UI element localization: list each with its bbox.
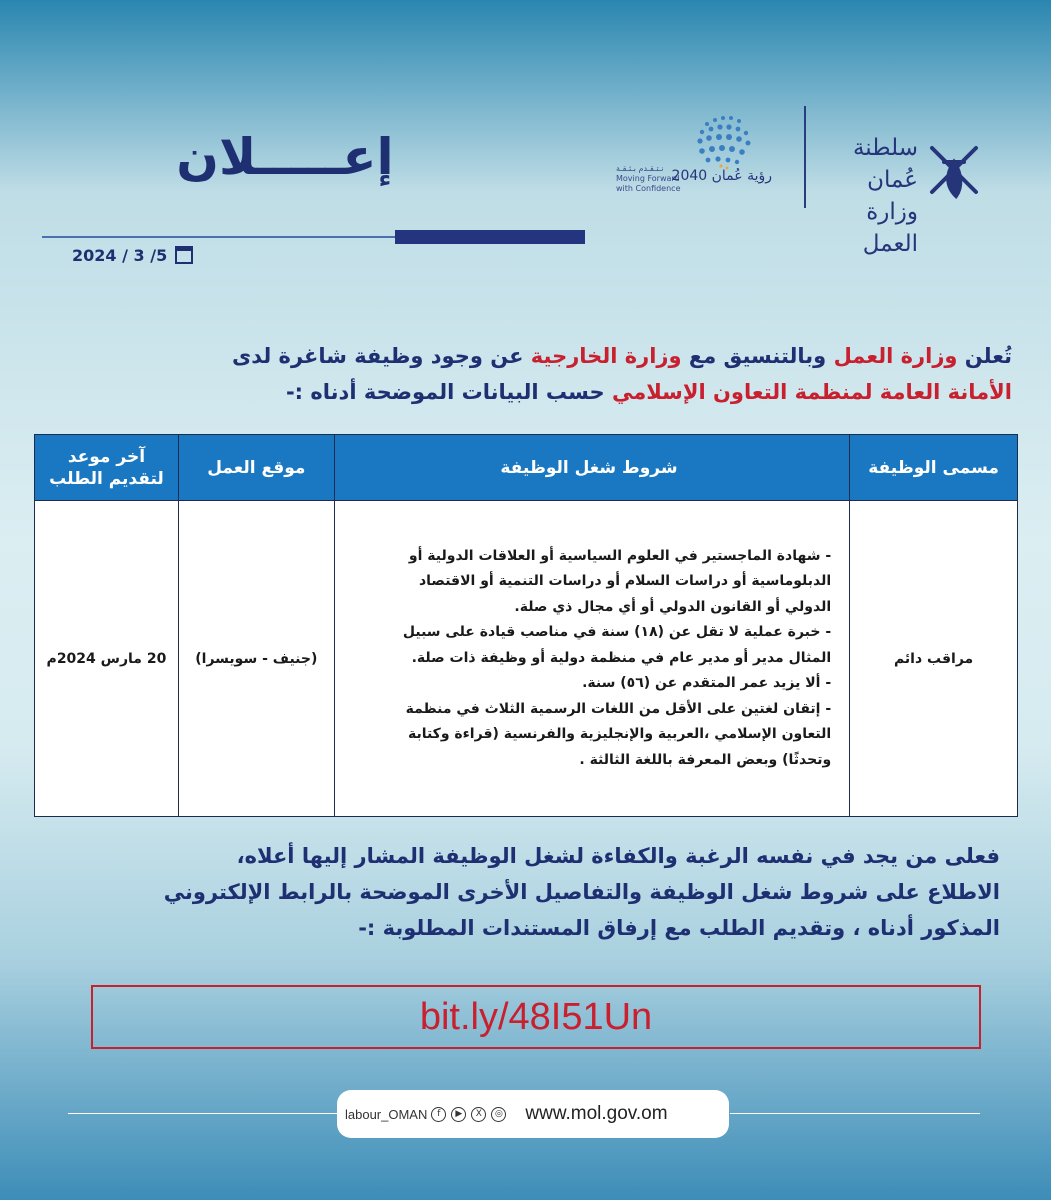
cell-location: (جنيف - سويسرا) bbox=[178, 501, 334, 817]
footer-contact-bar bbox=[337, 1090, 729, 1138]
intro-ministry: وزارة العمل bbox=[833, 344, 958, 368]
cell-deadline: 20 مارس 2024م bbox=[35, 501, 179, 817]
ministry-line-1: سلطنة عُمان bbox=[852, 135, 918, 193]
vision-tagline-en2: with Confidence bbox=[616, 184, 681, 193]
closing-line: الاطلاع على شروط شغل الوظيفة والتفاصيل الأخرى الموضحة بالرابط الإلكتروني bbox=[163, 880, 1000, 904]
footer-rule-left bbox=[68, 1113, 340, 1114]
intro-organization: الأمانة العامة لمنظمة التعاون الإسلامي bbox=[611, 380, 1012, 404]
condition-line: - إتقان لغتين على الأقل من اللغات الرسمية الثلاث في منظمة bbox=[405, 700, 832, 717]
closing-line: فعلى من يجد في نفسه الرغبة والكفاءة لشغل الوظيفة المشار إليها أعلاه، bbox=[236, 844, 1000, 868]
application-link-box[interactable] bbox=[91, 985, 981, 1049]
vision-tagline-en1: Moving Forward bbox=[616, 174, 680, 183]
intro-text-1: تُعلن bbox=[957, 344, 1012, 368]
condition-line: المثال مدير أو مدير عام في منظمة دولية أو وظيفة ذات صلة. bbox=[411, 649, 832, 666]
intro-text-4: حسب البيانات الموضحة أدناه :- bbox=[285, 380, 612, 404]
job-table bbox=[34, 434, 1018, 817]
instagram-icon[interactable]: ◎ bbox=[491, 1107, 506, 1122]
header-conditions: شروط شغل الوظيفة bbox=[334, 435, 849, 501]
title-rule-thick bbox=[395, 230, 585, 244]
x-icon[interactable]: X bbox=[471, 1107, 486, 1122]
table-header-row bbox=[35, 435, 1018, 501]
intro-text-3: عن وجود وظيفة شاغرة لدى bbox=[231, 344, 531, 368]
condition-line: - شهادة الماجستير في العلوم السياسية أو العلاقات الدولية أو bbox=[408, 547, 832, 564]
header-job-title: مسمى الوظيفة bbox=[850, 435, 1018, 501]
social-handle[interactable]: labour_OMAN bbox=[345, 1106, 428, 1122]
cell-job-title: مراقب دائم bbox=[850, 501, 1018, 817]
intro-text-2: وبالتنسيق مع bbox=[681, 344, 834, 368]
intro-paragraph bbox=[40, 338, 1012, 410]
date-row bbox=[72, 244, 193, 266]
condition-line: وتحدثًا) وبعض المعرفة باللغة الثالثة . bbox=[579, 751, 832, 768]
khanjar-emblem-icon bbox=[926, 140, 982, 202]
footer-rule-right bbox=[730, 1113, 980, 1114]
ministry-of-labour-logo bbox=[818, 132, 918, 257]
title-rule-thin bbox=[42, 236, 402, 238]
condition-line: - خبرة عملية لا تقل عن (١٨) سنة في مناصب قيادة على سبيل bbox=[402, 624, 832, 641]
youtube-icon[interactable]: ▶ bbox=[451, 1107, 466, 1122]
facebook-icon[interactable]: f bbox=[431, 1107, 446, 1122]
page-title: إعـــــلان bbox=[176, 128, 394, 186]
application-link[interactable]: bit.ly/48I51Un bbox=[419, 995, 653, 1038]
condition-line: - ألا يزيد عمر المتقدم عن (٥٦) سنة. bbox=[582, 675, 832, 692]
vision-tagline-ar: نـتـقـدم بـثـقـة bbox=[616, 164, 664, 173]
header-deadline bbox=[35, 435, 179, 501]
header-deadline-line1: آخر موعد bbox=[67, 446, 146, 467]
closing-paragraph bbox=[40, 838, 1000, 946]
table-row bbox=[35, 501, 1018, 817]
website-link[interactable]: www.mol.gov.om bbox=[525, 1103, 668, 1124]
condition-line: التعاون الإسلامي ،العربية والإنجليزية والفرنسية (قراءة وكتابة bbox=[407, 726, 832, 743]
header-location: موقع العمل bbox=[178, 435, 334, 501]
closing-line: المذكور أدناه ، وتقديم الطلب مع إرفاق المستندات المطلوبة :- bbox=[358, 916, 1000, 940]
calendar-icon bbox=[175, 246, 193, 264]
condition-line: الدولي أو القانون الدولي أو أي مجال ذي صلة. bbox=[514, 598, 832, 615]
logo-divider bbox=[804, 106, 806, 208]
announcement-date: 2024 / 3 /5 bbox=[72, 245, 168, 265]
cell-conditions bbox=[334, 501, 849, 817]
header-deadline-line2: لتقديم الطلب bbox=[49, 468, 164, 489]
ministry-line-2: وزارة العمل bbox=[862, 199, 918, 257]
intro-foreign-ministry: وزارة الخارجية bbox=[530, 344, 682, 368]
condition-line: الدبلوماسية أو دراسات السلام أو دراسات التنمية أو الاقتصاد bbox=[418, 573, 832, 590]
vision-brand: رؤية عُمان 2040 bbox=[671, 168, 772, 184]
